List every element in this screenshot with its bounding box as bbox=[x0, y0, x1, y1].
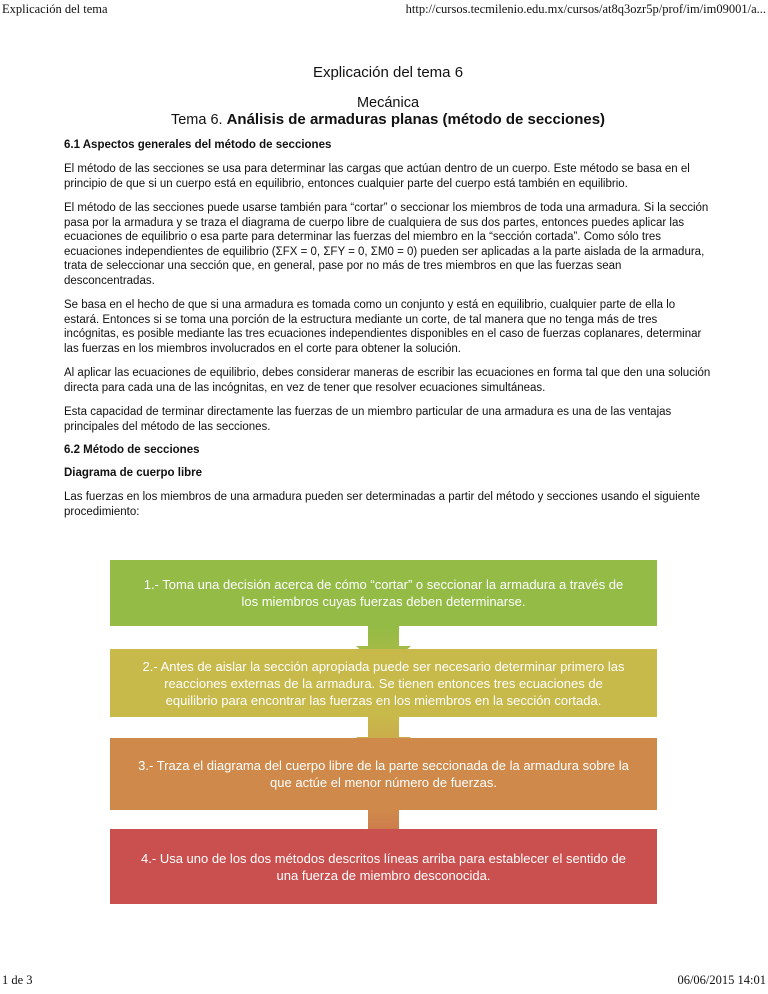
flow-step-3 bbox=[110, 738, 657, 810]
section-6-2-subheading: Diagrama de cuerpo libre bbox=[64, 467, 203, 479]
document-body bbox=[64, 64, 712, 529]
topic-prefix: Tema 6. bbox=[170, 112, 223, 128]
print-header-title: Explicación del tema bbox=[2, 2, 108, 16]
flow-step-line: los miembros cuyas fuerzas deben determinarse. bbox=[241, 594, 526, 609]
flow-step-line: que actúe el menor número de fuerzas. bbox=[270, 775, 497, 790]
flow-step-line: 4.- Usa uno de los dos métodos descritos líneas arriba para establecer el sentido de bbox=[141, 850, 626, 866]
flow-step-text bbox=[144, 576, 624, 610]
flow-step-1 bbox=[110, 560, 657, 626]
page-title: Explicación del tema 6 bbox=[312, 64, 464, 81]
section-6-2-heading: 6.2 Método de secciones bbox=[64, 444, 200, 456]
print-footer bbox=[2, 973, 766, 989]
print-header-url: http://cursos.tecmilenio.edu.mx/cursos/at8q3ozr5p/prof/im/im09001/a... bbox=[405, 2, 766, 16]
paragraph: Se basa en el hecho de que si una armadura es tomada como un conjunto y está en equilibrio, cualquier parte de ella lo estará. Entonces si se toma una porción de la estructura mediante un corte, de tal manera que no tenga más de tres incógnitas, es posible mediante las tres ecuaciones independientes disponibles en el caso de fuerzas coplanares, determinar las fuerzas en los miembros involucrados en el corte para obtener la solución. bbox=[64, 299, 702, 355]
flow-step-2 bbox=[110, 649, 657, 717]
procedure-intro: Las fuerzas en los miembros de una armadura pueden ser determinadas a partir del método y secciones usando el siguiente procedimiento: bbox=[64, 491, 701, 518]
section-6-1-heading: 6.1 Aspectos generales del método de secciones bbox=[64, 139, 332, 151]
topic-name: Análisis de armaduras planas (método de secciones) bbox=[226, 111, 606, 128]
paragraph: El método de las secciones se usa para determinar las cargas que actúan dentro de un cuerpo. Este método se basa en el principio de que si un cuerpo está en equilibrio, entonces cualquier parte del cuerpo está también en equilibrio. bbox=[64, 163, 690, 190]
page-counter: 1 de 3 bbox=[2, 973, 33, 987]
paragraph: El método de las secciones puede usarse también para “cortar” o seccionar los miembros de toda una armadura. Si la sección pasa por la armadura y se traza el diagrama de cuerpo libre de cualquiera de sus dos partes, entonces puedes aplicar las ecuaciones de equilibrio o esa parte para determinar las fuerzas del miembro en la “sección cortada”. Como sólo tres ecuaciones independientes de equilibrio (ΣFX = 0, ΣFY = 0, ΣM0 = 0) pueden ser aplicadas a la parte aislada de la armadura, trata de seleccionar una sección que, en general, pase por no más de tres miembros en que las fuerzas sean desconcentradas. bbox=[64, 202, 709, 287]
flow-step-line: equilibrio para encontrar las fuerzas en los miembros en la sección cortada. bbox=[165, 692, 602, 708]
topic-title bbox=[64, 111, 712, 129]
flow-step-line: una fuerza de miembro desconocida. bbox=[276, 867, 491, 883]
subject-title: Mecánica bbox=[356, 95, 420, 111]
flow-step-line: 1.- Toma una decisión acerca de cómo “cortar” o seccionar la armadura a través de bbox=[143, 577, 624, 592]
print-header bbox=[2, 2, 766, 18]
flow-step-text bbox=[138, 757, 629, 791]
flow-step-text bbox=[143, 658, 625, 709]
paragraph: Al aplicar las ecuaciones de equilibrio, debes considerar maneras de escribir las ecuaciones en forma tal que den una solución directa para cada una de las incógnitas, en vez de tener que resolver ecuaciones simultáneas. bbox=[64, 367, 711, 394]
flow-step-line: 3.- Traza el diagrama del cuerpo libre de la parte seccionada de la armadura sobre la bbox=[138, 758, 629, 773]
print-timestamp: 06/06/2015 14:01 bbox=[677, 973, 766, 987]
flow-step-line: 2.- Antes de aislar la sección apropiada puede ser necesario determinar primero las bbox=[142, 658, 625, 674]
procedure-flowchart bbox=[110, 560, 657, 904]
paragraph: Esta capacidad de terminar directamente las fuerzas de un miembro particular de una armadura es una de las ventajas principales del método de las secciones. bbox=[64, 406, 672, 433]
flow-step-line: reacciones externas de la armadura. Se tienen entonces tres ecuaciones de bbox=[164, 675, 603, 691]
flow-step-text bbox=[141, 850, 626, 884]
flow-step-4 bbox=[110, 829, 657, 904]
